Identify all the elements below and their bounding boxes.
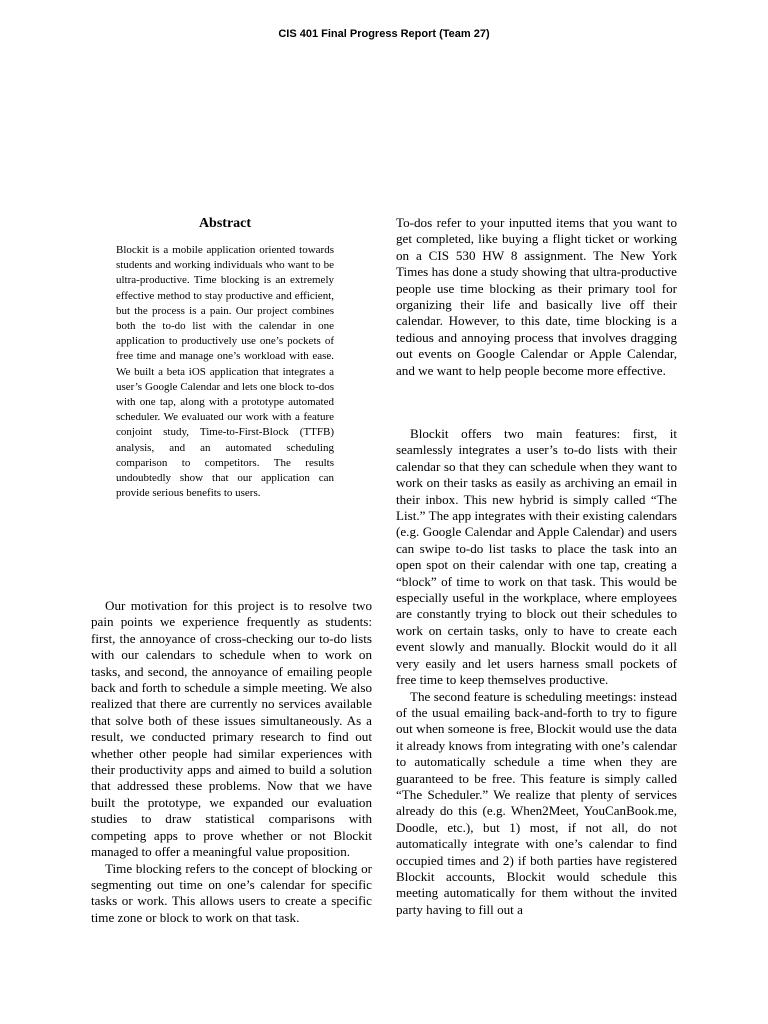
abstract-heading: Abstract (198, 216, 252, 231)
paragraph-scheduler: The second feature is scheduling meetings: instead of the usual emailing back-and-forth to try to figure out when someone is free, Blockit would use the data it already knows from integrating with one’s calendar to automatically schedule a time when they are guaranteed to be free. This feature is simply called “The Scheduler.” We realize that plenty of services already do this (e.g. When2Meet, YouCanBook.me, Doodle, etc.), but 1) most, if not all, do not automatically integrate with one’s calendar to find occupied times and 2) if both parties have registered Blockit accounts, Blockit would schedule this meeting automatically for them without the invited party having to fill out a (396, 688, 677, 917)
paragraph-todos: To-dos refer to your inputted items that you want to get completed, like buying a flight ticket or working on a CIS 530 HW 8 assignment. The New York Times has done a study showing that ultra-productive people use time blocking as their primary tool for organizing their life and basically live off their calendar. However, to this date, time blocking is a tedious and annoying process that involves dragging out events on Google Calendar or Apple Calendar, and we want to help people become more effective. (396, 215, 677, 378)
right-column-top (396, 215, 677, 379)
page-title: CIS 401 Final Progress Report (Team 27) (278, 28, 490, 40)
right-column-bottom (396, 426, 677, 918)
abstract-body: Blockit is a mobile application oriented towards students and working individuals who want to be ultra-productive. Time blocking is an extremely effective method to stay productive and efficient, but the process is a pain. Our project combines both the to-do list with the calendar in one application to productively use one’s pockets of free time and manage one’s workload with ease. We built a beta iOS application that integrates a user’s Google Calendar and lets one block to-dos with one tap, along with a prototype automated scheduler. We evaluated our work with a feature conjoint study, Time-to-First-Block (TTFB) analysis, and an automated scheduling comparison to competitors. The results undoubtedly show that our application can provide serious benefits to users. (116, 244, 334, 500)
paragraph-motivation: Our motivation for this project is to resolve two pain points we experience frequently as students: first, the annoyance of cross-checking our to-do lists with our calendars to schedule when to work on tasks, and second, the annoyance of emailing people back and forth to schedule a simple meeting. We also realized that there are currently no services available that solve both of these issues simultaneously. As a result, we conducted primary research to find out whether other people had similar experiences with their productivity apps and aimed to build a solution that addressed these problems. Now that we have built the prototype, we expanded our evaluation studies to draw statistical comparisons with competing apps to prove whether or not Blockit managed to offer a meaningful value proposition. (91, 598, 372, 860)
left-column (91, 598, 372, 926)
paragraph-main-features: Blockit offers two main features: first, it seamlessly integrates a user’s to-do lists with their calendar so that they can schedule when they want to work on their tasks as easily as archiving an email in their inbox. This new hybrid is simply called “The List.” The app integrates with their existing calendars (e.g. Google Calendar and Apple Calendar) and users can swipe to-do list tasks to place the task into an open spot on their calendar with one tap, creating a “block” of time to work on that task. This would be especially useful in the workplace, where employees are constantly trying to block out their schedules to work on certain tasks, only to have to create each event slowly and manually. Blockit would do it all very easily and let users harness small pockets of free time to keep themselves productive. (396, 426, 677, 688)
paragraph-time-blocking: Time blocking refers to the concept of blocking or segmenting out time on one’s calendar for specific tasks or work. This allows users to create a specific time zone or block to work on that task. (91, 860, 372, 925)
